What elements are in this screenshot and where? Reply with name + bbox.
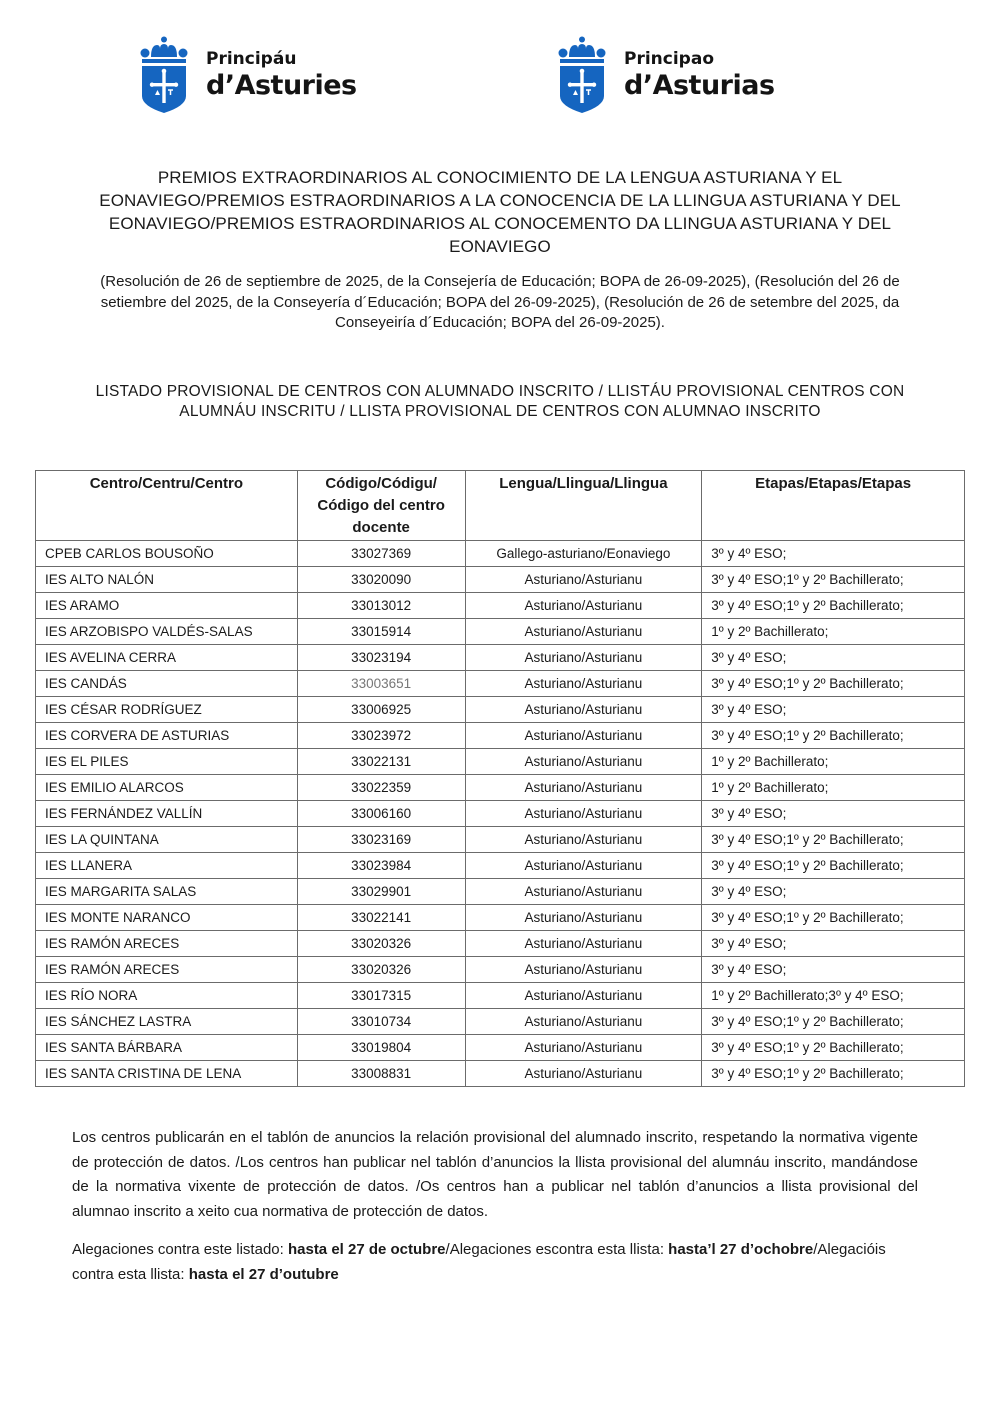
cell-centro: IES ALTO NALÓN — [36, 567, 298, 593]
resolution-reference: (Resolución de 26 de septiembre de 2025, de la Consejería de Educación; BOPA de 26-09-2025), (Resolución del 26 de setiembre del 2025, de la Conseyería d´Educación; BOPA del 26-09-2025), (Resolución de 26 de setembre del 2025, da Conseyeiría d´Educación; BOPA del 26-09-2025). — [100, 273, 900, 331]
table-row — [36, 827, 965, 853]
cell-lengua: Asturiano/Asturianu — [465, 1009, 702, 1035]
deadline-date: hasta’l 27 d’ochobre — [668, 1241, 814, 1258]
cell-etapas: 3º y 4º ESO; — [702, 957, 965, 983]
cell-codigo: 33022359 — [297, 775, 465, 801]
cell-centro: IES RAMÓN ARECES — [36, 957, 298, 983]
cell-codigo: 33010734 — [297, 1009, 465, 1035]
cell-centro: IES EL PILES — [36, 749, 298, 775]
column-header-lengua: Lengua/Llingua/Llingua — [465, 471, 702, 541]
cell-centro: IES SANTA CRISTINA DE LENA — [36, 1061, 298, 1087]
cell-lengua: Asturiano/Asturianu — [465, 775, 702, 801]
cell-lengua: Asturiano/Asturianu — [465, 853, 702, 879]
cell-codigo: 33003651 — [297, 671, 465, 697]
cell-centro: IES CÉSAR RODRÍGUEZ — [36, 697, 298, 723]
cell-lengua: Asturiano/Asturianu — [465, 1035, 702, 1061]
cell-codigo: 33013012 — [297, 593, 465, 619]
cell-etapas: 1º y 2º Bachillerato; — [702, 775, 965, 801]
logo-text — [624, 51, 775, 99]
cell-codigo: 33023972 — [297, 723, 465, 749]
cell-etapas: 3º y 4º ESO;1º y 2º Bachillerato; — [702, 1035, 965, 1061]
cell-lengua: Asturiano/Asturianu — [465, 1061, 702, 1087]
logo-principau-dasturies — [140, 36, 357, 114]
column-header-codigo: Código/Códigu/ Código del centro docente — [297, 471, 465, 541]
cell-centro: IES CORVERA DE ASTURIAS — [36, 723, 298, 749]
deadline-date: hasta el 27 de octubre — [287, 1241, 446, 1258]
cell-lengua: Asturiano/Asturianu — [465, 645, 702, 671]
logo-line1: Principao — [624, 49, 714, 69]
cell-etapas: 3º y 4º ESO;1º y 2º Bachillerato; — [702, 853, 965, 879]
cell-codigo: 33019804 — [297, 1035, 465, 1061]
deadline-text: Alegaciones contra este listado: — [72, 1241, 288, 1258]
cell-lengua: Asturiano/Asturianu — [465, 827, 702, 853]
table-row — [36, 775, 965, 801]
cell-lengua: Asturiano/Asturianu — [465, 593, 702, 619]
table-row — [36, 645, 965, 671]
table-row — [36, 879, 965, 905]
table-row — [36, 957, 965, 983]
logo-text — [206, 51, 357, 99]
cell-codigo: 33029901 — [297, 879, 465, 905]
cell-etapas: 3º y 4º ESO;1º y 2º Bachillerato; — [702, 905, 965, 931]
cell-etapas: 3º y 4º ESO; — [702, 541, 965, 567]
cell-lengua: Asturiano/Asturianu — [465, 905, 702, 931]
cell-etapas: 3º y 4º ESO;1º y 2º Bachillerato; — [702, 567, 965, 593]
cell-lengua: Asturiano/Asturianu — [465, 957, 702, 983]
table-row — [36, 619, 965, 645]
cell-lengua: Asturiano/Asturianu — [465, 801, 702, 827]
table-row — [36, 593, 965, 619]
logo-line2: d’Asturies — [206, 70, 357, 101]
cell-etapas: 3º y 4º ESO;1º y 2º Bachillerato; — [702, 827, 965, 853]
cell-etapas: 3º y 4º ESO;1º y 2º Bachillerato; — [702, 671, 965, 697]
cell-etapas: 1º y 2º Bachillerato;3º y 4º ESO; — [702, 983, 965, 1009]
cell-lengua: Gallego-asturiano/Eonaviego — [465, 541, 702, 567]
cell-centro: IES RÍO NORA — [36, 983, 298, 1009]
cell-etapas: 3º y 4º ESO; — [702, 931, 965, 957]
cell-centro: IES MONTE NARANCO — [36, 905, 298, 931]
table-row — [36, 567, 965, 593]
table-header-row — [36, 471, 965, 541]
cell-codigo: 33020090 — [297, 567, 465, 593]
cell-codigo: 33006925 — [297, 697, 465, 723]
cell-etapas: 1º y 2º Bachillerato; — [702, 749, 965, 775]
cell-centro: IES AVELINA CERRA — [36, 645, 298, 671]
cell-lengua: Asturiano/Asturianu — [465, 671, 702, 697]
cell-codigo: 33017315 — [297, 983, 465, 1009]
cell-etapas: 3º y 4º ESO; — [702, 645, 965, 671]
cell-lengua: Asturiano/Asturianu — [465, 619, 702, 645]
table-row — [36, 671, 965, 697]
cell-etapas: 3º y 4º ESO;1º y 2º Bachillerato; — [702, 593, 965, 619]
table-row — [36, 1035, 965, 1061]
cell-etapas: 3º y 4º ESO; — [702, 697, 965, 723]
table-row — [36, 1061, 965, 1087]
cell-centro: IES EMILIO ALARCOS — [36, 775, 298, 801]
table-row — [36, 723, 965, 749]
logo-line1: Principáu — [206, 49, 297, 69]
table-row — [36, 697, 965, 723]
column-header-centro: Centro/Centru/Centro — [36, 471, 298, 541]
cell-codigo: 33022131 — [297, 749, 465, 775]
cell-codigo: 33006160 — [297, 801, 465, 827]
cell-codigo: 33022141 — [297, 905, 465, 931]
table-row — [36, 931, 965, 957]
cell-etapas: 3º y 4º ESO; — [702, 801, 965, 827]
cell-lengua: Asturiano/Asturianu — [465, 879, 702, 905]
cell-codigo: 33008831 — [297, 1061, 465, 1087]
deadline-date: hasta el 27 d’outubre — [188, 1265, 339, 1283]
cell-etapas: 3º y 4º ESO;1º y 2º Bachillerato; — [702, 723, 965, 749]
cell-centro: IES CANDÁS — [36, 671, 298, 697]
cell-etapas: 3º y 4º ESO;1º y 2º Bachillerato; — [702, 1009, 965, 1035]
table-row — [36, 541, 965, 567]
cell-etapas: 3º y 4º ESO;1º y 2º Bachillerato; — [702, 1061, 965, 1087]
table-row — [36, 905, 965, 931]
table-row — [36, 1009, 965, 1035]
cell-centro: IES MARGARITA SALAS — [36, 879, 298, 905]
list-subtitle: LISTADO PROVISIONAL DE CENTROS CON ALUMNADO INSCRITO / LLISTÁU PROVISIONAL CENTROS CON ALUMNÁU INSCRITU / LLISTA PROVISIONAL DE CENTROS CON ALUMNAO INSCRITO — [95, 383, 905, 420]
cell-centro: IES LLANERA — [36, 853, 298, 879]
allegations-deadline — [72, 1238, 918, 1287]
logo-principao-dasturias — [558, 36, 775, 114]
notice-paragraph: Los centros publicarán en el tablón de anuncios la relación provisional del alumnado inscrito, respetando la normativa vigente de protección de datos. /Los centros han publicar nel tablón d’anuncios la llista provisional del alumnáu inscrito, mandándose de la normativa vixente de protección de datos. /Os centros han a publicar nel tablón d’anuncios a llista provisional del alumnao inscrito a xeito cua normativa de protección de datos. — [72, 1129, 918, 1220]
cell-centro: IES SÁNCHEZ LASTRA — [36, 1009, 298, 1035]
deadline-text: /Alegaciones escontra esta llista: — [445, 1241, 669, 1258]
cell-centro: CPEB CARLOS BOUSOÑO — [36, 541, 298, 567]
table-row — [36, 983, 965, 1009]
deadline-text: /Alegacióis contra esta llista: — [72, 1241, 886, 1283]
cell-codigo: 33023194 — [297, 645, 465, 671]
table-row — [36, 853, 965, 879]
cell-codigo: 33027369 — [297, 541, 465, 567]
cell-centro: IES ARAMO — [36, 593, 298, 619]
cell-centro: IES SANTA BÁRBARA — [36, 1035, 298, 1061]
cell-lengua: Asturiano/Asturianu — [465, 931, 702, 957]
cell-codigo: 33015914 — [297, 619, 465, 645]
cell-lengua: Asturiano/Asturianu — [465, 567, 702, 593]
cell-centro: IES FERNÁNDEZ VALLÍN — [36, 801, 298, 827]
cell-lengua: Asturiano/Asturianu — [465, 983, 702, 1009]
cell-lengua: Asturiano/Asturianu — [465, 723, 702, 749]
cell-centro: IES LA QUINTANA — [36, 827, 298, 853]
cell-codigo: 33020326 — [297, 931, 465, 957]
centers-table — [35, 470, 965, 1087]
cell-lengua: Asturiano/Asturianu — [465, 749, 702, 775]
cell-centro: IES ARZOBISPO VALDÉS-SALAS — [36, 619, 298, 645]
asturias-shield-icon — [140, 36, 188, 114]
table-row — [36, 749, 965, 775]
document-title: PREMIOS EXTRAORDINARIOS AL CONOCIMIENTO DE LA LENGUA ASTURIANA Y EL EONAVIEGO/PREMIOS ESTRAORDINARIOS A LA CONOCENCIA DE LA LLINGUA ASTURIANA Y DEL EONAVIEGO/PREMIOS ESTRAORDINARIOS AL CONOCEMENTO DA LLINGUA ASTURIANA Y DEL EONAVIEGO — [99, 168, 901, 256]
column-header-etapas: Etapas/Etapas/Etapas — [702, 471, 965, 541]
cell-etapas: 1º y 2º Bachillerato; — [702, 619, 965, 645]
logo-line2: d’Asturias — [624, 70, 775, 101]
asturias-shield-icon — [558, 36, 606, 114]
cell-codigo: 33023984 — [297, 853, 465, 879]
cell-lengua: Asturiano/Asturianu — [465, 697, 702, 723]
table-row — [36, 801, 965, 827]
cell-etapas: 3º y 4º ESO; — [702, 879, 965, 905]
cell-codigo: 33023169 — [297, 827, 465, 853]
cell-codigo: 33020326 — [297, 957, 465, 983]
cell-centro: IES RAMÓN ARECES — [36, 931, 298, 957]
